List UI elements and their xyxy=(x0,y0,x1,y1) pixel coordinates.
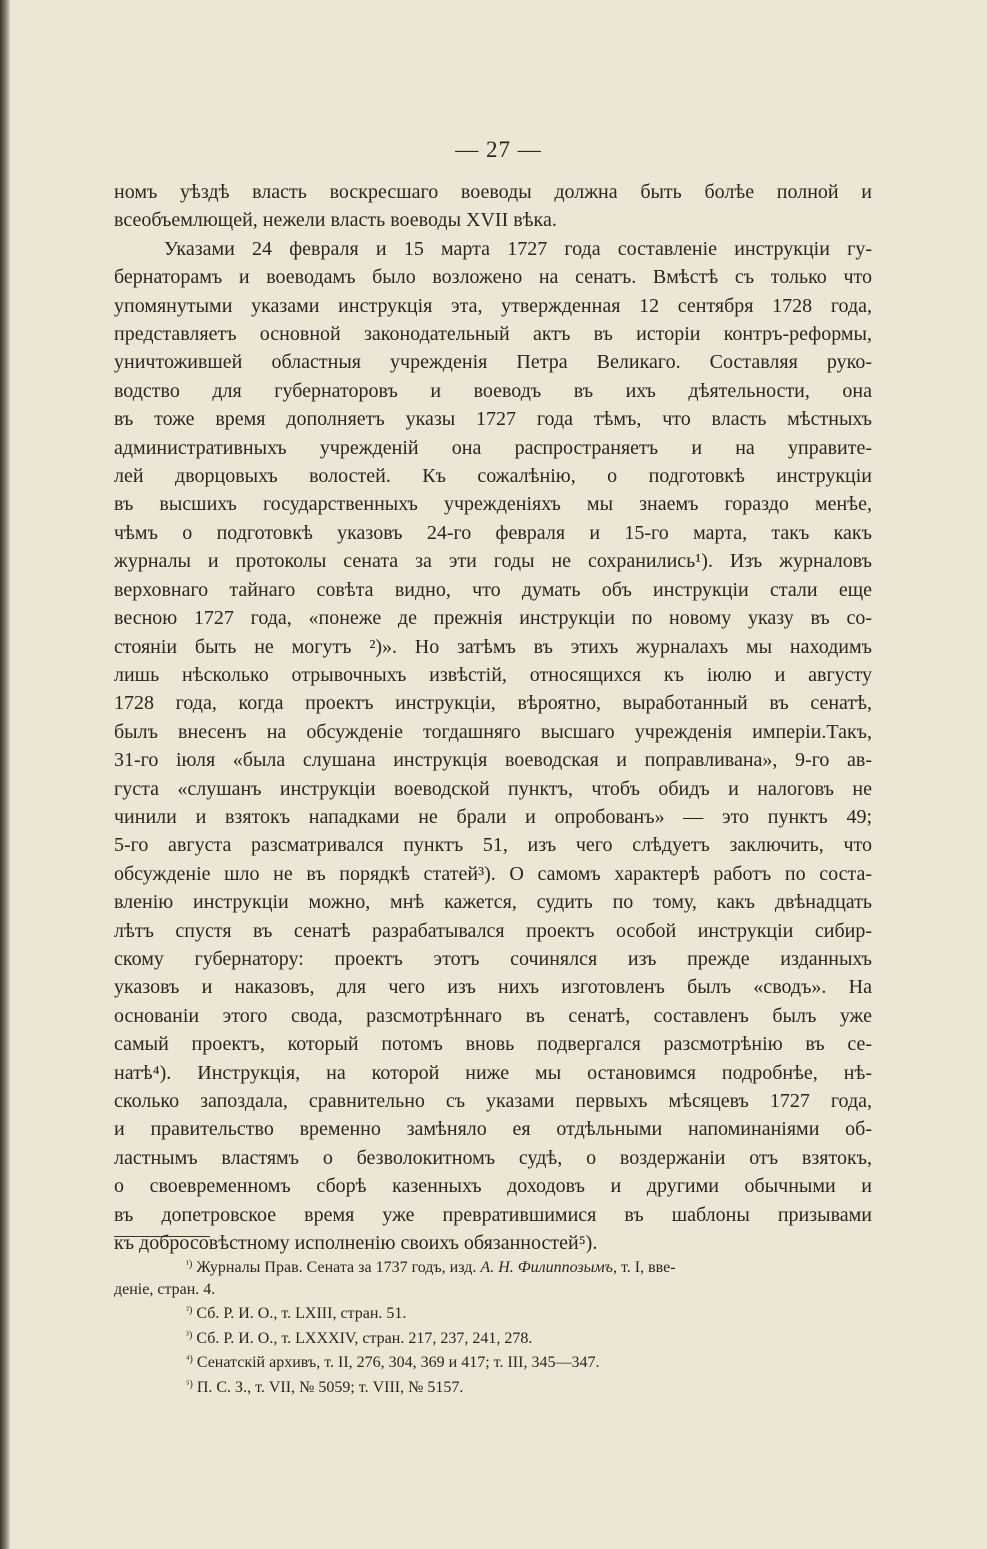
text-line: 1728 года, когда проектъ инструкціи, вѣроятно, выработанный въ сенатѣ, xyxy=(114,692,872,715)
text-line: верховнаго тайнаго совѣта видно, что думать объ инструкціи стали еще xyxy=(114,578,872,601)
text-line: лѣтъ спустя въ сенатѣ разрабатывался проектъ особой инструкціи сибир- xyxy=(114,919,872,942)
footnote-marker: ²) xyxy=(186,1305,193,1316)
footnote-text: , т. I, вве- xyxy=(612,1259,676,1276)
book-spine-shadow xyxy=(0,0,10,1549)
footnotes xyxy=(114,1254,884,1398)
text-line: въ тоже время дополняетъ указы 1727 года тѣмъ, что власть мѣстныхъ xyxy=(114,408,872,431)
text-line: указовъ и наказовъ, для чего изъ нихъ изготовленъ былъ «сводъ». На xyxy=(114,976,872,999)
text-line: представляетъ основной законодательный актъ въ исторіи контръ-реформы, xyxy=(114,323,872,346)
text-line: стояніи быть не могутъ ²)». Но затѣмъ въ этихъ журналахъ мы находимъ xyxy=(114,635,872,658)
book-page xyxy=(10,0,987,1549)
footnote-marker: ³) xyxy=(186,1329,193,1341)
text-line: водство для губернаторовъ и воеводъ въ ихъ дѣятельности, она xyxy=(114,379,872,402)
text-line: номъ уѣздѣ власть воскресшаго воеводы должна быть болѣе полной и xyxy=(114,181,872,203)
footnote-5 xyxy=(114,1374,884,1399)
text-line: чинили и взятокъ нападками не брали и опробованъ» — это пунктъ 49; xyxy=(114,805,872,828)
text-line: вленію инструкціи можно, мнѣ кажется, судить по тому, какъ двѣнадцать xyxy=(114,891,872,914)
text-line: самый проектъ, который потомъ вновь подвергался разсмотрѣнію въ се- xyxy=(114,1033,872,1056)
text-line: 31-го іюля «была слушана инструкція воеводская и поправливана», 9-го ав- xyxy=(114,749,872,772)
body-text xyxy=(114,178,872,1257)
footnote-text: Сб. Р. И. О., т. LXXXIV, стран. 217, 237, 241, 278. xyxy=(196,1329,533,1347)
footnote-marker: ⁴) xyxy=(186,1354,193,1365)
text-line: былъ внесенъ на обсужденіе тогдашняго высшаго учрежденія имперіи.Такъ, xyxy=(114,720,872,743)
footnote-marker: ¹) xyxy=(186,1259,193,1270)
text-line: въ высшихъ государственныхъ учрежденіяхъ мы знаемъ гораздо менѣе, xyxy=(114,493,872,516)
footnote-separator xyxy=(114,1236,210,1237)
text-line: къ добросовѣстному исполненію своихъ обязанностей⁵). xyxy=(114,1232,598,1255)
text-line: всеобъемлющей, нежели власть воеводы XVII вѣка. xyxy=(114,209,557,232)
footnote-1 xyxy=(114,1254,884,1279)
footnote-editor: А. Н. Филиппозымъ xyxy=(480,1259,613,1276)
footnote-text: П. С. З., т. VII, № 5059; т. VIII, № 5157. xyxy=(196,1378,464,1396)
footnote-2 xyxy=(114,1300,884,1325)
footnote-text: Журналы Прав. Сената за 1737 годъ, изд. xyxy=(196,1259,477,1276)
text-line: сколько запоздала, сравнительно съ указами первыхъ мѣсяцевъ 1727 года, xyxy=(114,1090,872,1112)
text-line: журналы и протоколы сената за эти годы не сохранились¹). Изъ журналовъ xyxy=(114,550,872,573)
text-line: скому губернатору: проектъ этотъ сочинялся изъ прежде изданныхъ xyxy=(114,947,872,970)
text-line: упомянутыми указами инструкція эта, утвержденная 12 сентября 1728 года, xyxy=(114,294,872,317)
text-line: натѣ⁴). Инструкція, на которой ниже мы остановимся подробнѣе, нѣ- xyxy=(114,1061,872,1084)
text-line: въ допетровское время уже превратившимися въ шаблоны призывами xyxy=(114,1203,872,1226)
text-line: Указами 24 февраля и 15 марта 1727 года составленіе инструкціи гу- xyxy=(164,237,872,260)
text-line: бернаторамъ и воеводамъ было возложено на сенатъ. Вмѣстѣ съ только что xyxy=(114,266,872,289)
footnote-text: Сб. Р. И. О., т. LXIII, стран. 51. xyxy=(196,1305,407,1322)
footnote-text: Сенатскій архивъ, т. II, 276, 304, 369 и 417; т. III, 345—347. xyxy=(196,1354,600,1371)
text-line: и правительство временно замѣняло ея отдѣльными напоминаніями об- xyxy=(114,1118,872,1141)
footnote-4 xyxy=(114,1349,884,1374)
page-number: — 27 — xyxy=(455,137,542,162)
text-line: основаніи этого свода, разсмотрѣннаго въ сенатѣ, составленъ былъ уже xyxy=(114,1004,872,1027)
text-line: весною 1727 года, «понеже де прежнія инструкціи по новому указу въ со- xyxy=(114,607,872,630)
text-line: обсужденіе шло не въ порядкѣ статей³). О самомъ характерѣ работъ по соста- xyxy=(114,862,872,885)
text-line: лей дворцовыхъ волостей. Къ сожалѣнію, о подготовкѣ инструкціи xyxy=(114,465,872,488)
footnote-marker: ⁵) xyxy=(186,1378,193,1390)
footnote-3 xyxy=(114,1325,884,1350)
text-line: густа «слушанъ инструкціи воеводской пунктъ, чтобъ обидъ и налоговъ не xyxy=(114,777,872,800)
footnote-1-continuation: деніе, стран. 4. xyxy=(114,1280,216,1298)
text-line: 5-го августа разсматривался пунктъ 51, изъ чего слѣдуетъ заключить, что xyxy=(114,834,872,857)
text-line: чѣмъ о подготовкѣ указовъ 24-го февраля и 15-го марта, такъ какъ xyxy=(114,521,872,544)
text-line: ластнымъ властямъ о безволокитномъ судѣ, о воздержаніи отъ взятокъ, xyxy=(114,1146,872,1169)
text-line: о своевременномъ сборѣ казенныхъ доходовъ и другими обычными и xyxy=(114,1175,872,1198)
text-line: уничтожившей областныя учрежденія Петра Великаго. Составляя руко- xyxy=(114,351,872,374)
text-line: лишь нѣсколько отрывочныхъ извѣстій, относящихся къ іюлю и августу xyxy=(114,663,872,686)
text-line: административныхъ учрежденій она распространяетъ и на управите- xyxy=(114,436,872,459)
